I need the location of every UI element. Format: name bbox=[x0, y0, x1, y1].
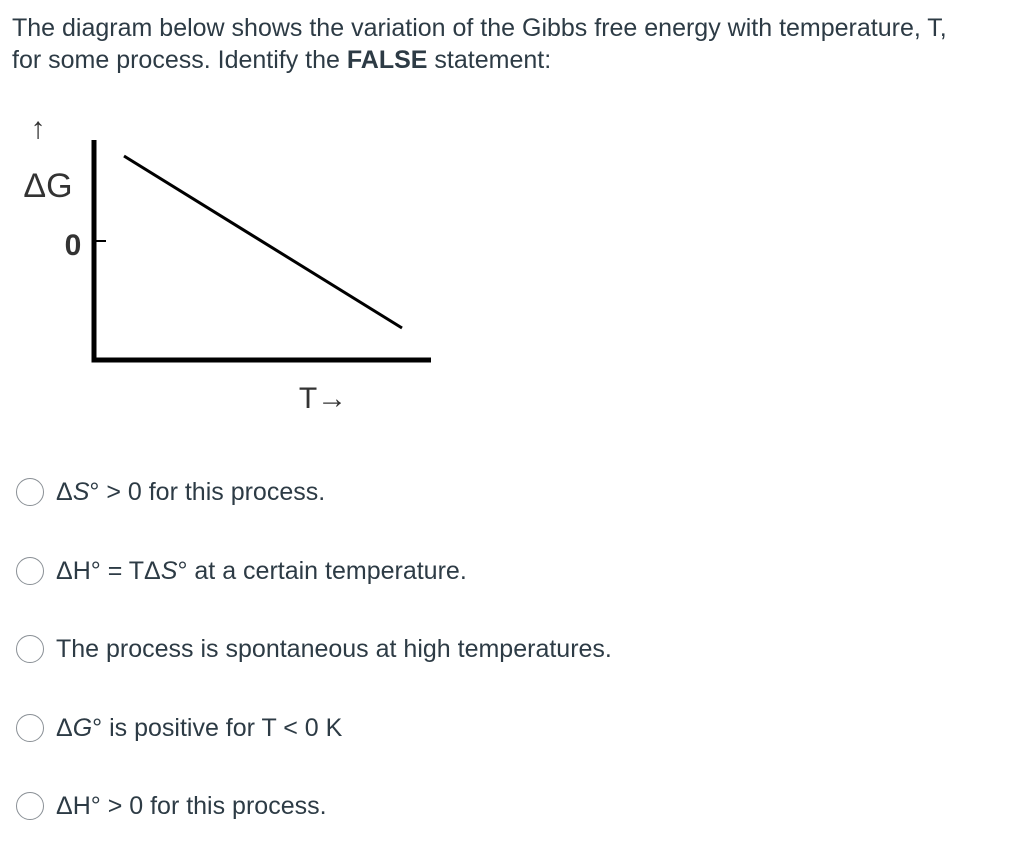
zero-label: 0 bbox=[64, 229, 82, 262]
question-tail: statement: bbox=[427, 46, 552, 74]
answer-option-text: ΔS° > 0 for this process. bbox=[56, 478, 326, 506]
radio-button[interactable] bbox=[16, 478, 44, 506]
question-text bbox=[12, 12, 1012, 76]
delta-g-line bbox=[124, 156, 402, 328]
answer-option-text: ΔH° = TΔS° at a certain temperature. bbox=[56, 556, 467, 585]
y-axis-arrow: ↑ bbox=[30, 112, 46, 145]
question-line-2: for some process. Identify the bbox=[12, 46, 340, 74]
radio-button[interactable] bbox=[16, 557, 44, 585]
answer-option-1[interactable] bbox=[16, 472, 996, 512]
answer-option-3[interactable] bbox=[16, 629, 996, 669]
answer-option-2[interactable] bbox=[16, 551, 996, 591]
answer-option-5[interactable] bbox=[16, 786, 996, 826]
y-axis-label: ΔG bbox=[23, 167, 73, 205]
answer-option-text: ΔH° > 0 for this process. bbox=[56, 792, 327, 820]
gibbs-energy-diagram bbox=[0, 100, 460, 430]
radio-button[interactable] bbox=[16, 635, 44, 663]
x-axis-label: T→ bbox=[298, 382, 348, 415]
answer-option-4[interactable] bbox=[16, 708, 996, 748]
answer-options bbox=[16, 472, 996, 865]
radio-button[interactable] bbox=[16, 792, 44, 820]
answer-option-text: The process is spontaneous at high temperatures. bbox=[56, 635, 612, 663]
radio-button[interactable] bbox=[16, 714, 44, 742]
question-emphasis: FALSE bbox=[346, 46, 428, 74]
question-line-1: The diagram below shows the variation of the Gibbs free energy with temperature, T, bbox=[12, 14, 947, 42]
answer-option-text: ΔG° is positive for T < 0 K bbox=[56, 713, 343, 742]
